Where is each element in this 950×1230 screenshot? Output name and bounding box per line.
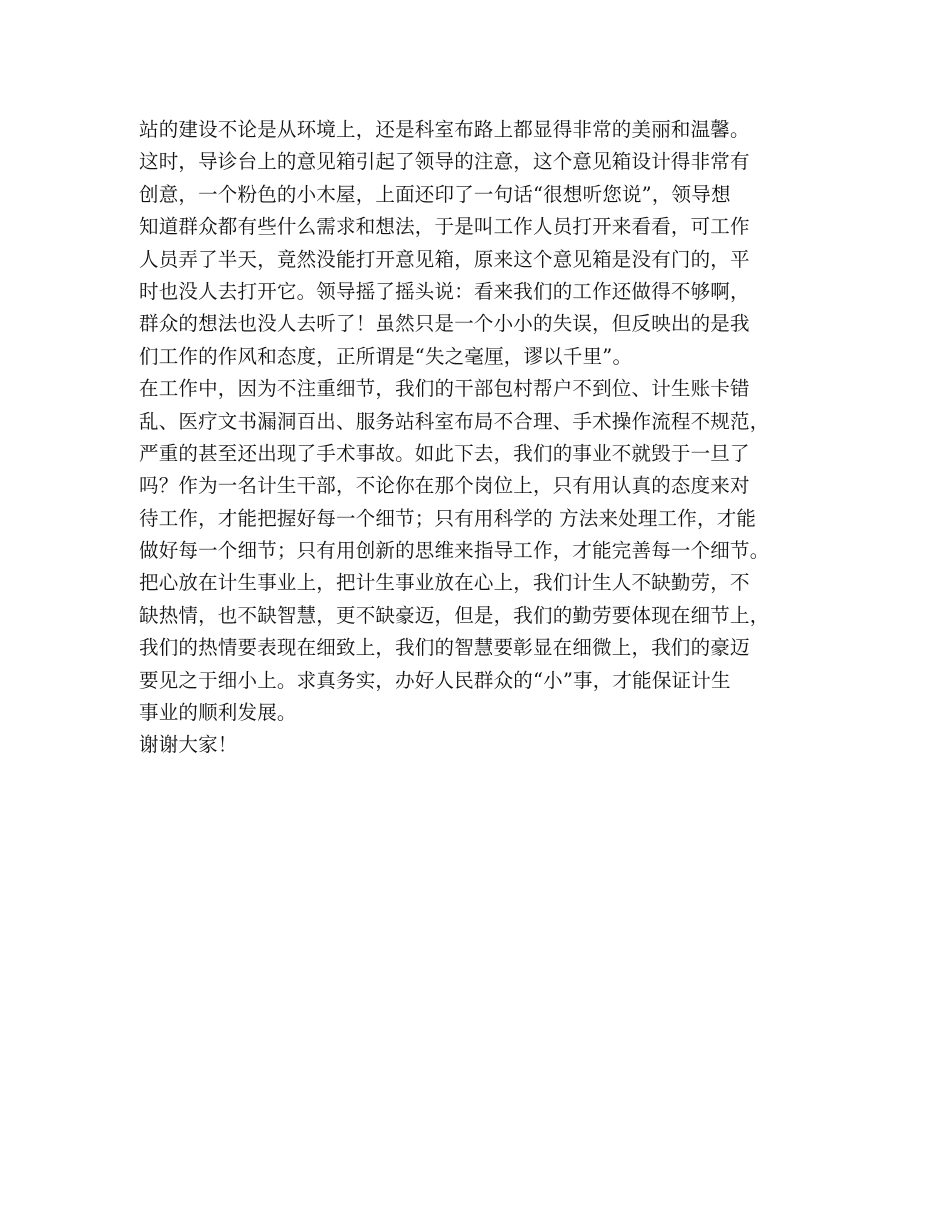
text-line: 创意，一个粉色的小木屋，上面还印了一句话“很想听您说”，领导想 <box>139 182 731 206</box>
text-line: 待工作，才能把握好每一个细节；只有用科学的 方法来处理工作，才能 <box>139 506 757 530</box>
text-line: 缺热情，也不缺智慧，更不缺豪迈，但是，我们的勤劳要体现在细节上， <box>139 603 770 627</box>
text-line: 群众的想法也没人去听了！虽然只是一个小小的失误，但反映出的是我 <box>139 312 750 336</box>
text-line: 在工作中，因为不注重细节，我们的干部包村帮户不到位、计生账卡错 <box>139 377 750 401</box>
text-line: 严重的甚至还出现了手术事故。如此下去，我们的事业不就毁于一旦了 <box>139 441 750 465</box>
text-line: 人员弄了半天，竟然没能打开意见箱，原来这个意见箱是没有门的，平 <box>139 247 750 271</box>
text-line: 知道群众都有些什么需求和想法，于是叫工作人员打开来看看，可工作 <box>139 215 750 239</box>
text-line: 乱、医疗文书漏洞百出、服务站科室布局不合理、手术操作流程不规范， <box>139 409 770 433</box>
text-line: 把心放在计生事业上，把计生事业放在心上，我们计生人不缺勤劳，不 <box>139 571 750 595</box>
text-line: 要见之于细小上。求真务实，办好人民群众的“小”事，才能保证计生 <box>139 668 731 692</box>
text-line: 时也没人去打开它。领导摇了摇头说：看来我们的工作还做得不够啊， <box>139 279 750 303</box>
text-line: 做好每一个细节；只有用创新的思维来指导工作，才能完善每一个细节。 <box>139 539 770 563</box>
text-line: 们工作的作风和态度，正所谓是“失之毫厘，谬以千里”。 <box>139 344 633 368</box>
closing-line: 谢谢大家！ <box>139 733 238 757</box>
text-line: 站的建设不论是从环境上，还是科室布路上都显得非常的美丽和温馨。 <box>139 118 750 141</box>
text-line: 吗？作为一名计生干部，不论你在那个岗位上，只有用认真的态度来对 <box>139 474 750 498</box>
document-body <box>139 114 839 762</box>
text-line: 我们的热情要表现在细致上，我们的智慧要彰显在细微上，我们的豪迈 <box>139 636 750 660</box>
text-line: 这时，导诊台上的意见箱引起了领导的注意，这个意见箱设计得非常有 <box>139 150 750 174</box>
text-line: 事业的顺利发展。 <box>139 701 297 725</box>
